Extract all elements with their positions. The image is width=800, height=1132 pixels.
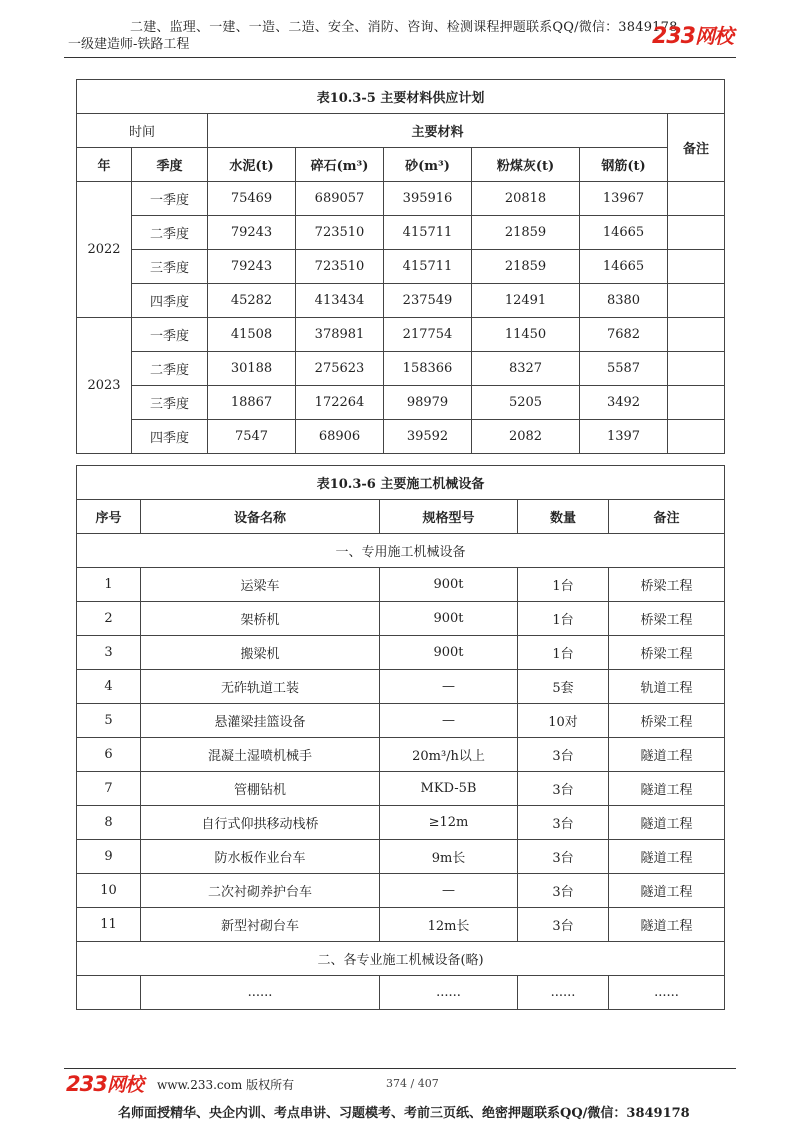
- equipment-name-cell: 无砟轨道工装: [141, 670, 380, 704]
- sand-cell: 39592: [384, 420, 472, 454]
- table-caption: 表10.3-6 主要施工机械设备: [77, 466, 725, 500]
- number-cell: 11: [77, 908, 141, 942]
- cement-cell: 41508: [208, 318, 296, 352]
- equipment-name-cell: 二次衬砌养护台车: [141, 874, 380, 908]
- column-header-remark: 备注: [609, 500, 725, 534]
- remark-cell: [668, 318, 725, 352]
- table-row: [77, 738, 725, 772]
- flyash-cell: 21859: [472, 216, 580, 250]
- flyash-cell: 11450: [472, 318, 580, 352]
- column-header-quarter: 季度: [132, 148, 208, 182]
- remark-cell: 隧道工程: [609, 874, 725, 908]
- quarter-cell: 三季度: [132, 250, 208, 284]
- spec-cell: 900t: [380, 568, 518, 602]
- ellipsis-cell: ......: [518, 976, 609, 1010]
- column-header-rebar: 钢筋(t): [580, 148, 668, 182]
- rebar-cell: 1397: [580, 420, 668, 454]
- rebar-cell: 14665: [580, 250, 668, 284]
- quantity-cell: 3台: [518, 874, 609, 908]
- rebar-cell: 7682: [580, 318, 668, 352]
- table-row: [77, 420, 725, 454]
- cement-cell: 7547: [208, 420, 296, 454]
- table-row: [77, 284, 725, 318]
- column-header-materials: 主要材料: [208, 114, 668, 148]
- remark-cell: 隧道工程: [609, 738, 725, 772]
- flyash-cell: 2082: [472, 420, 580, 454]
- gravel-cell: 723510: [296, 216, 384, 250]
- sand-cell: 217754: [384, 318, 472, 352]
- table-row: [77, 772, 725, 806]
- construction-equipment-table: [76, 465, 725, 1010]
- spec-cell: 9m长: [380, 840, 518, 874]
- table-caption: 表10.3-5 主要材料供应计划: [77, 80, 725, 114]
- number-cell: 9: [77, 840, 141, 874]
- table-row: [77, 874, 725, 908]
- sand-cell: 237549: [384, 284, 472, 318]
- flyash-cell: 8327: [472, 352, 580, 386]
- table-row: [77, 602, 725, 636]
- number-cell: 1: [77, 568, 141, 602]
- table-row: [77, 568, 725, 602]
- column-header-no: 序号: [77, 500, 141, 534]
- cement-cell: 30188: [208, 352, 296, 386]
- remark-cell: 隧道工程: [609, 772, 725, 806]
- sand-cell: 98979: [384, 386, 472, 420]
- table-row: [77, 250, 725, 284]
- equipment-name-cell: 管棚钻机: [141, 772, 380, 806]
- flyash-cell: 21859: [472, 250, 580, 284]
- table-row: [77, 636, 725, 670]
- column-header-cement: 水泥(t): [208, 148, 296, 182]
- quantity-cell: 3台: [518, 738, 609, 772]
- equipment-name-cell: 架桥机: [141, 602, 380, 636]
- section-row-special-equipment: 一、专用施工机械设备: [77, 534, 725, 568]
- spec-cell: 12m长: [380, 908, 518, 942]
- quarter-cell: 二季度: [132, 352, 208, 386]
- table-row: [77, 352, 725, 386]
- table-row: [77, 840, 725, 874]
- remark-cell: [668, 182, 725, 216]
- remark-cell: 桥梁工程: [609, 568, 725, 602]
- rebar-cell: 3492: [580, 386, 668, 420]
- rebar-cell: 8380: [580, 284, 668, 318]
- quantity-cell: 3台: [518, 908, 609, 942]
- spec-cell: 900t: [380, 636, 518, 670]
- remark-cell: [668, 284, 725, 318]
- number-cell: 10: [77, 874, 141, 908]
- sand-cell: 395916: [384, 182, 472, 216]
- sand-cell: 415711: [384, 250, 472, 284]
- column-header-spec: 规格型号: [380, 500, 518, 534]
- remark-cell: [668, 352, 725, 386]
- equipment-name-cell: 悬灌梁挂篮设备: [141, 704, 380, 738]
- quantity-cell: 3台: [518, 840, 609, 874]
- ellipsis-cell: ......: [380, 976, 518, 1010]
- logo-number: 233: [652, 24, 695, 49]
- header-subtitle: 一级建造师-铁路工程: [68, 37, 190, 52]
- remark-cell: 桥梁工程: [609, 704, 725, 738]
- gravel-cell: 172264: [296, 386, 384, 420]
- flyash-cell: 12491: [472, 284, 580, 318]
- column-header-remark: 备注: [668, 114, 725, 182]
- table-row: [77, 182, 725, 216]
- spec-cell: 20m³/h以上: [380, 738, 518, 772]
- ellipsis-cell: ......: [141, 976, 380, 1010]
- section-row-general-equipment: [77, 942, 725, 976]
- logo-number: 233: [66, 1072, 107, 1096]
- column-header-equipment-name: 设备名称: [141, 500, 380, 534]
- sand-cell: 415711: [384, 216, 472, 250]
- number-cell: 6: [77, 738, 141, 772]
- header-divider: [64, 57, 736, 58]
- number-cell: 8: [77, 806, 141, 840]
- logo-text: 网校: [106, 1074, 143, 1096]
- remark-cell: [668, 250, 725, 284]
- spec-cell: 900t: [380, 602, 518, 636]
- page-number: 374 / 407: [386, 1077, 439, 1090]
- cement-cell: 75469: [208, 182, 296, 216]
- quantity-cell: 5套: [518, 670, 609, 704]
- spec-cell: —: [380, 670, 518, 704]
- spec-cell: —: [380, 704, 518, 738]
- column-header-year: 年: [77, 148, 132, 182]
- year-cell: 2023: [77, 318, 132, 454]
- remark-cell: [668, 386, 725, 420]
- sand-cell: 158366: [384, 352, 472, 386]
- remark-cell: 隧道工程: [609, 908, 725, 942]
- spec-cell: —: [380, 874, 518, 908]
- brand-logo-bottom[interactable]: [66, 1070, 143, 1097]
- cement-cell: 79243: [208, 250, 296, 284]
- quarter-cell: 四季度: [132, 284, 208, 318]
- footer-promo-text: 名师面授精华、央企内训、考点串讲、习题模考、考前三页纸、绝密押题联系QQ/微信：3849178: [118, 1106, 690, 1121]
- gravel-cell: 723510: [296, 250, 384, 284]
- table-row: [77, 908, 725, 942]
- gravel-cell: 689057: [296, 182, 384, 216]
- quarter-cell: 三季度: [132, 386, 208, 420]
- table-row: [77, 386, 725, 420]
- equipment-name-cell: 运梁车: [141, 568, 380, 602]
- section-cell: 二、各专业施工机械设备(略): [77, 942, 725, 976]
- table-row: [77, 704, 725, 738]
- gravel-cell: 413434: [296, 284, 384, 318]
- quantity-cell: 1台: [518, 636, 609, 670]
- gravel-cell: 378981: [296, 318, 384, 352]
- column-header-time: 时间: [77, 114, 208, 148]
- remark-cell: [668, 216, 725, 250]
- table-row: [77, 318, 725, 352]
- remark-cell: 隧道工程: [609, 840, 725, 874]
- header-promo-text: 二建、监理、一建、一造、二造、安全、消防、咨询、检测课程押题联系QQ/微信：3849178: [130, 20, 678, 35]
- flyash-cell: 20818: [472, 182, 580, 216]
- table-row: [77, 216, 725, 250]
- remark-cell: 桥梁工程: [609, 602, 725, 636]
- equipment-name-cell: 新型衬砌台车: [141, 908, 380, 942]
- quantity-cell: 3台: [518, 806, 609, 840]
- materials-supply-table: [76, 79, 725, 454]
- quantity-cell: 3台: [518, 772, 609, 806]
- equipment-name-cell: 防水板作业台车: [141, 840, 380, 874]
- remark-cell: [668, 420, 725, 454]
- rebar-cell: 14665: [580, 216, 668, 250]
- logo-text: 网校: [694, 24, 733, 48]
- equipment-name-cell: 自行式仰拱移动栈桥: [141, 806, 380, 840]
- quarter-cell: 二季度: [132, 216, 208, 250]
- remark-cell: 轨道工程: [609, 670, 725, 704]
- cement-cell: 45282: [208, 284, 296, 318]
- quarter-cell: 一季度: [132, 318, 208, 352]
- remark-cell: 隧道工程: [609, 806, 725, 840]
- number-cell: 2: [77, 602, 141, 636]
- rebar-cell: 13967: [580, 182, 668, 216]
- quarter-cell: 四季度: [132, 420, 208, 454]
- number-cell: 3: [77, 636, 141, 670]
- quarter-cell: 一季度: [132, 182, 208, 216]
- column-header-sand: 砂(m³): [384, 148, 472, 182]
- gravel-cell: 68906: [296, 420, 384, 454]
- number-cell: [77, 976, 141, 1010]
- column-header-flyash: 粉煤灰(t): [472, 148, 580, 182]
- spec-cell: ≥12m: [380, 806, 518, 840]
- brand-logo-top[interactable]: [652, 20, 733, 49]
- footer-site-copyright: www.233.com 版权所有: [157, 1078, 295, 1092]
- equipment-name-cell: 混凝土湿喷机械手: [141, 738, 380, 772]
- table-row: [77, 670, 725, 704]
- remark-cell: 桥梁工程: [609, 636, 725, 670]
- table-row: [77, 976, 725, 1010]
- cement-cell: 79243: [208, 216, 296, 250]
- quantity-cell: 1台: [518, 602, 609, 636]
- footer-divider: [64, 1068, 736, 1069]
- quantity-cell: 10对: [518, 704, 609, 738]
- equipment-name-cell: 搬梁机: [141, 636, 380, 670]
- gravel-cell: 275623: [296, 352, 384, 386]
- cement-cell: 18867: [208, 386, 296, 420]
- column-header-gravel: 碎石(m³): [296, 148, 384, 182]
- table-row: [77, 806, 725, 840]
- rebar-cell: 5587: [580, 352, 668, 386]
- number-cell: 7: [77, 772, 141, 806]
- number-cell: 4: [77, 670, 141, 704]
- number-cell: 5: [77, 704, 141, 738]
- flyash-cell: 5205: [472, 386, 580, 420]
- year-cell: 2022: [77, 182, 132, 318]
- quantity-cell: 1台: [518, 568, 609, 602]
- column-header-quantity: 数量: [518, 500, 609, 534]
- ellipsis-cell: ......: [609, 976, 725, 1010]
- spec-cell: MKD-5B: [380, 772, 518, 806]
